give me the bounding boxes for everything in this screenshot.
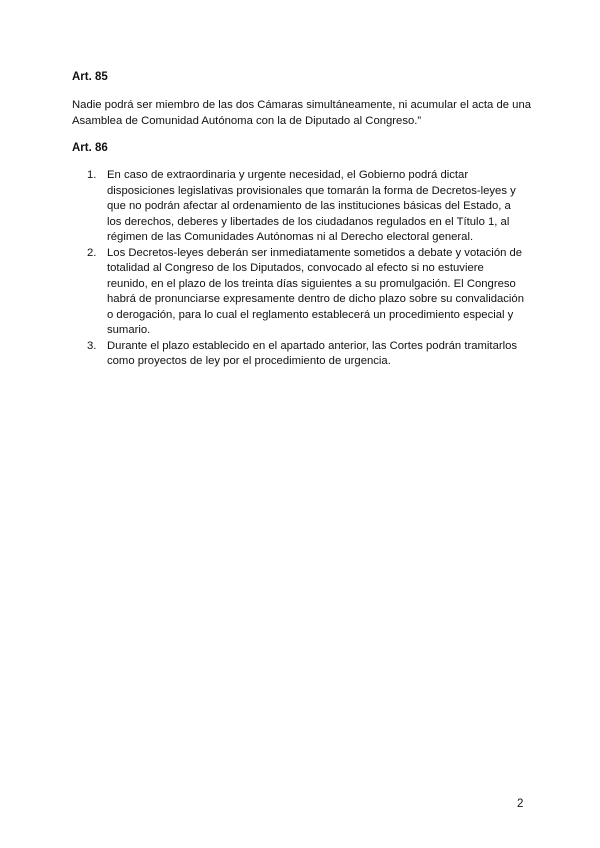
list-item-text: Durante el plazo establecido en el apartado anterior, las Cortes podrán tramitarlos como proyectos de ley por el procedimiento de urgencia. — [107, 339, 518, 367]
page-number: 2 — [517, 798, 524, 810]
article-85-heading: Art. 85 — [72, 71, 108, 83]
list-item-text: Los Decretos-leyes deberán ser inmediatamente sometidos a debate y votación de totalidad al Congreso de los Diputados, convocado al efecto si no estuviere reunido, en el plazo de los treinta días siguientes a su promulgación. El Congreso habrá de pronunciarse expresamente dentro de dicho plazo sobre su convalidación o derogación, para lo cual el reglamento establecerá un procedimiento especial y sumario. — [107, 246, 524, 336]
list-item-number: 1. — [87, 169, 97, 181]
list-item-number: 3. — [87, 339, 97, 352]
list-item — [87, 168, 527, 246]
article-86-heading: Art. 86 — [72, 142, 108, 154]
article-85-text: Nadie podrá ser miembro de las dos Cámaras simultáneamente, ni acumular el acta de una Asamblea de Comunidad Autónoma con la de Diputado al Congreso.” — [72, 99, 532, 127]
article-86-list — [87, 168, 527, 370]
list-item-number: 2. — [87, 246, 97, 259]
list-item — [87, 246, 527, 339]
list-item-text: En caso de extraordinaria y urgente necesidad, el Gobierno podrá dictar disposiciones legislativas provisionales que tomarán la forma de Decretos-leyes y que no podrán afectar al ordenamiento de las instituciones básicas del Estado, a los derechos, deberes y libertades de los ciudadanos regulados en el Título 1, al régimen de las Comunidades Autónomas ni al Derecho electoral general. — [107, 169, 516, 243]
list-item — [87, 339, 527, 370]
